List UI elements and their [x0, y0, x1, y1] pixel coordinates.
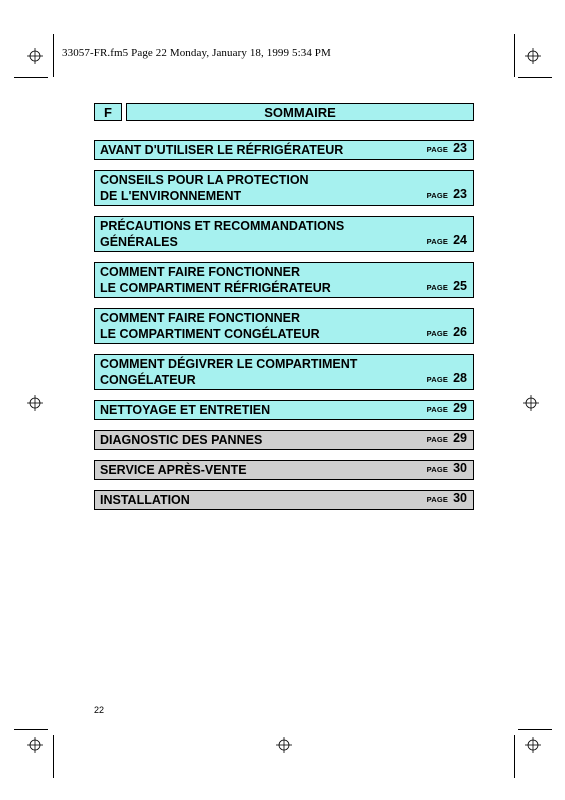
toc-entry-page-number: 29 [453, 401, 467, 415]
table-of-contents [94, 103, 474, 520]
page-word: PAGE [426, 191, 449, 200]
toc-entry [94, 262, 474, 298]
page-word: PAGE [426, 237, 449, 246]
toc-entry-label: DIAGNOSTIC DES PANNES [100, 433, 263, 447]
toc-entry-label: AVANT D'UTILISER LE RÉFRIGÉRATEUR [100, 143, 344, 157]
language-code: F [94, 103, 122, 121]
toc-entry [94, 460, 474, 480]
registration-mark-icon [525, 737, 541, 753]
toc-entry-page-ref [427, 140, 467, 158]
toc-entries [94, 140, 474, 510]
toc-entry-page-number: 30 [453, 461, 467, 475]
toc-title-row [94, 103, 474, 121]
toc-entry-page-number: 30 [453, 491, 467, 505]
toc-entry-page-number: 29 [453, 431, 467, 445]
toc-entry-page-ref [427, 490, 467, 508]
toc-entry-page-ref [427, 400, 467, 418]
toc-entry [94, 490, 474, 510]
registration-mark-icon [276, 737, 292, 753]
toc-entry [94, 170, 474, 206]
toc-entry-label: COMMENT FAIRE FONCTIONNER LE COMPARTIMENT CONGÉLATEUR [100, 311, 320, 341]
toc-entry-page-number: 28 [453, 371, 467, 385]
toc-entry-page-ref [427, 278, 467, 296]
file-info-header: 33057-FR.fm5 Page 22 Monday, January 18, 1999 5:34 PM [62, 47, 331, 59]
toc-entry [94, 400, 474, 420]
toc-entry-page-number: 23 [453, 187, 467, 201]
toc-entry-label: CONSEILS POUR LA PROTECTION DE L'ENVIRONNEMENT [100, 173, 309, 203]
page-word: PAGE [426, 283, 449, 292]
registration-mark-icon [27, 48, 43, 64]
page-word: PAGE [426, 465, 449, 474]
toc-entry-page-number: 24 [453, 233, 467, 247]
page-word: PAGE [426, 495, 449, 504]
toc-entry-label: COMMENT FAIRE FONCTIONNER LE COMPARTIMENT RÉFRIGÉRATEUR [100, 265, 331, 295]
toc-entry-label: SERVICE APRÈS-VENTE [100, 463, 247, 477]
page-word: PAGE [426, 405, 449, 414]
toc-entry [94, 216, 474, 252]
toc-entry-page-ref [427, 460, 467, 478]
registration-mark-icon [523, 395, 539, 411]
toc-entry-label: INSTALLATION [100, 493, 190, 507]
page-word: PAGE [426, 435, 449, 444]
registration-mark-icon [27, 395, 43, 411]
toc-entry-page-number: 26 [453, 325, 467, 339]
toc-entry-page-number: 23 [453, 141, 467, 155]
page-word: PAGE [426, 375, 449, 384]
toc-entry-label: COMMENT DÉGIVRER LE COMPARTIMENT CONGÉLATEUR [100, 357, 358, 387]
registration-mark-icon [27, 737, 43, 753]
toc-entry-label: NETTOYAGE ET ENTRETIEN [100, 403, 271, 417]
toc-entry [94, 308, 474, 344]
registration-mark-icon [525, 48, 541, 64]
toc-entry-label: PRÉCAUTIONS ET RECOMMANDATIONS GÉNÉRALES [100, 219, 345, 249]
toc-entry-page-number: 25 [453, 279, 467, 293]
toc-entry [94, 140, 474, 160]
page-word: PAGE [426, 329, 449, 338]
page-word: PAGE [426, 145, 449, 154]
toc-entry-page-ref [427, 324, 467, 342]
toc-entry-page-ref [427, 370, 467, 388]
toc-title: SOMMAIRE [126, 103, 474, 121]
toc-entry [94, 354, 474, 390]
toc-entry [94, 430, 474, 450]
toc-entry-page-ref [427, 232, 467, 250]
page-number: 22 [94, 705, 105, 715]
toc-entry-page-ref [427, 430, 467, 448]
toc-entry-page-ref [427, 186, 467, 204]
